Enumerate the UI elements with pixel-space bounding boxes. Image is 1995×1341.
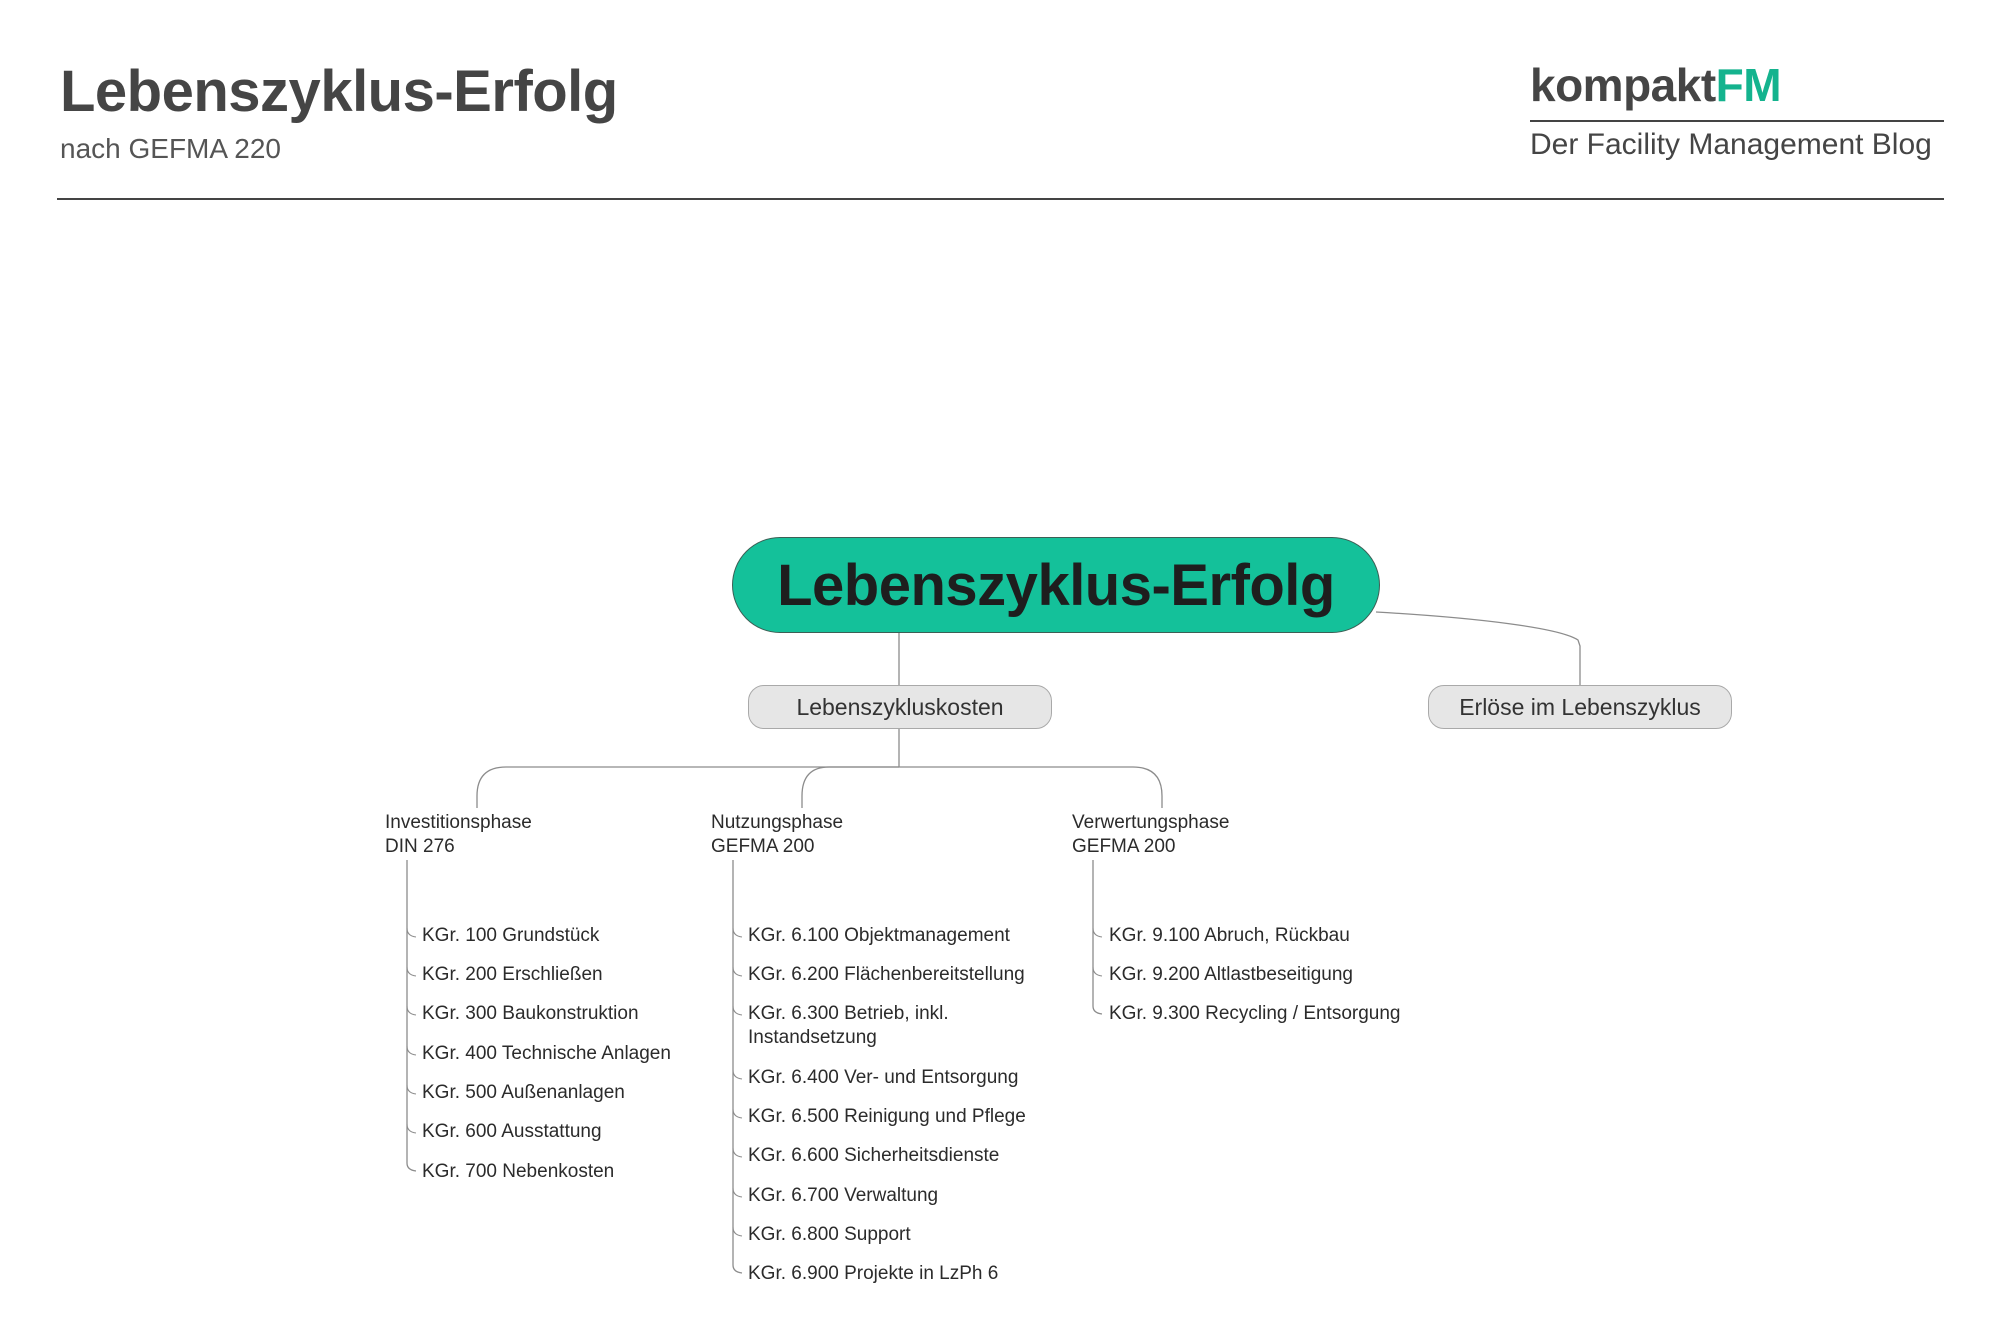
leaf-item: KGr. 9.100 Abruch, Rückbau bbox=[1109, 925, 1350, 946]
leaf-item: KGr. 500 Außenanlagen bbox=[422, 1082, 625, 1103]
leaf-item: KGr. 6.600 Sicherheitsdienste bbox=[748, 1145, 1000, 1166]
leaf-tick-1-5 bbox=[733, 1148, 742, 1157]
phase-name: Investitionsphase bbox=[385, 812, 532, 833]
header-divider bbox=[57, 198, 1944, 200]
connector-kosten-nutzung bbox=[802, 767, 899, 808]
phase-standard: GEFMA 200 bbox=[711, 836, 815, 857]
leaf-item: KGr. 400 Technische Anlagen bbox=[422, 1043, 671, 1064]
leaf-item: KGr. 300 Baukonstruktion bbox=[422, 1003, 639, 1024]
connector-root-erloese bbox=[1376, 612, 1580, 685]
brand-accent: FM bbox=[1715, 59, 1782, 111]
leaf-tick-0-3 bbox=[407, 1046, 416, 1055]
leaf-item: KGr. 6.300 Betrieb, inkl. bbox=[748, 1003, 949, 1024]
leaf-tick-2-1 bbox=[1093, 967, 1102, 976]
leaf-tick-1-2 bbox=[733, 1006, 742, 1015]
leaf-tick-0-2 bbox=[407, 1006, 416, 1015]
page-subtitle: nach GEFMA 220 bbox=[60, 133, 282, 164]
leaf-item: KGr. 6.700 Verwaltung bbox=[748, 1185, 939, 1206]
leaf-tick-0-0 bbox=[407, 928, 416, 937]
leaf-tick-1-6 bbox=[733, 1188, 742, 1197]
leaf-tick-1-3 bbox=[733, 1070, 742, 1079]
stem-nutzung bbox=[733, 860, 742, 1273]
brand-logo bbox=[1530, 58, 1781, 112]
leaf-item: KGr. 600 Ausstattung bbox=[422, 1121, 602, 1142]
leaf-item: KGr. 6.200 Flächenbereitstellung bbox=[748, 964, 1025, 985]
phase-investition bbox=[385, 811, 532, 859]
brand-main: kompakt bbox=[1530, 59, 1716, 111]
leaf-item: KGr. 6.900 Projekte in LzPh 6 bbox=[748, 1263, 999, 1284]
root-node: Lebenszyklus-Erfolg bbox=[732, 537, 1380, 633]
phase-name: Verwertungsphase bbox=[1072, 812, 1230, 833]
branch-erloese: Erlöse im Lebenszyklus bbox=[1428, 685, 1732, 729]
connector-kosten-investition bbox=[477, 767, 899, 808]
brand-tagline: Der Facility Management Blog bbox=[1530, 128, 1932, 161]
leaf-tick-1-0 bbox=[733, 928, 742, 937]
leaf-item: KGr. 6.500 Reinigung und Pflege bbox=[748, 1106, 1026, 1127]
leaf-item: KGr. 200 Erschließen bbox=[422, 964, 603, 985]
page-title: Lebenszyklus-Erfolg bbox=[60, 59, 618, 124]
phase-name: Nutzungsphase bbox=[711, 812, 844, 833]
branch-lebenszykluskosten: Lebenszykluskosten bbox=[748, 685, 1052, 729]
stem-investition bbox=[407, 860, 416, 1171]
leaf-item: KGr. 6.800 Support bbox=[748, 1224, 911, 1245]
leaf-tick-0-1 bbox=[407, 967, 416, 976]
leaf-tick-1-7 bbox=[733, 1227, 742, 1236]
stem-verwertung bbox=[1093, 860, 1102, 1014]
leaf-item: KGr. 6.100 Objektmanagement bbox=[748, 925, 1010, 946]
leaf-tick-1-1 bbox=[733, 967, 742, 976]
phase-standard: DIN 276 bbox=[385, 836, 455, 857]
leaf-tick-0-5 bbox=[407, 1124, 416, 1133]
phase-nutzung bbox=[711, 811, 843, 859]
leaf-tick-0-4 bbox=[407, 1085, 416, 1094]
leaf-tick-2-0 bbox=[1093, 928, 1102, 937]
brand-divider bbox=[1530, 120, 1944, 122]
leaf-item: KGr. 9.300 Recycling / Entsorgung bbox=[1109, 1003, 1401, 1024]
leaf-item-continuation: Instandsetzung bbox=[748, 1027, 877, 1048]
phase-verwertung bbox=[1072, 811, 1229, 859]
leaf-item: KGr. 6.400 Ver- und Entsorgung bbox=[748, 1067, 1019, 1088]
leaf-item: KGr. 100 Grundstück bbox=[422, 925, 600, 946]
leaf-item: KGr. 9.200 Altlastbeseitigung bbox=[1109, 964, 1353, 985]
leaf-tick-1-4 bbox=[733, 1109, 742, 1118]
leaf-item: KGr. 700 Nebenkosten bbox=[422, 1161, 615, 1182]
phase-standard: GEFMA 200 bbox=[1072, 836, 1176, 857]
connector-kosten-verwertung bbox=[899, 767, 1162, 808]
